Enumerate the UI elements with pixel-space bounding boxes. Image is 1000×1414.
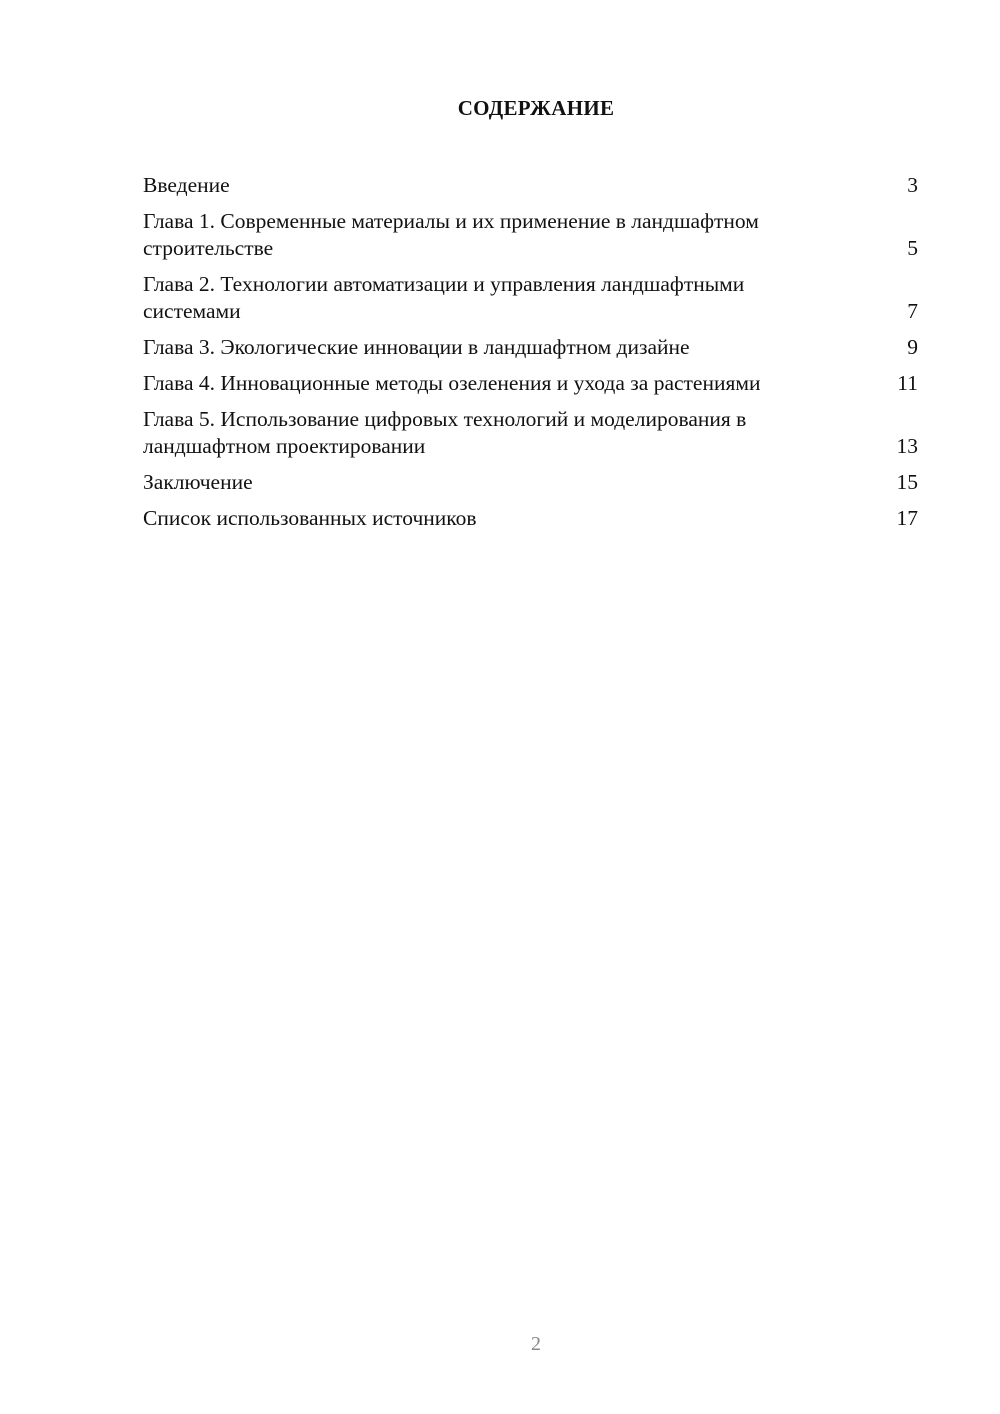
toc-entry-introduction [143, 172, 918, 199]
toc-entry-text: Заключение [143, 470, 253, 494]
page-number: 2 [531, 1333, 541, 1355]
toc-entry-text: Глава 3. Экологические инновации в ландшафтном дизайне [143, 335, 690, 359]
toc-entry-text: Глава 5. Использование цифровых технологий и моделирования в ландшафтном проектировании [143, 407, 747, 458]
toc-entry-text: Введение [143, 173, 230, 197]
toc-entry-text: Список использованных источников [143, 506, 477, 530]
toc-entry-text: Глава 2. Технологии автоматизации и управления ландшафтными системами [143, 272, 745, 323]
toc-entry-conclusion [143, 469, 918, 496]
toc-entry-page: 15 [896, 470, 918, 494]
toc-entry-text: Глава 1. Современные материалы и их применение в ландшафтном строительстве [143, 209, 759, 260]
toc-entry-page: 3 [907, 173, 918, 197]
toc-entry-page: 9 [907, 335, 918, 359]
toc-entry-chapter-3 [143, 334, 918, 361]
toc-entry-page: 11 [897, 371, 918, 395]
toc-entry-page: 13 [896, 434, 918, 458]
toc-entry-references [143, 505, 918, 532]
toc-entry-page: 7 [907, 299, 918, 323]
toc-entry-page: 17 [896, 506, 918, 530]
toc-entry-chapter-1 [143, 208, 918, 262]
toc-entry-chapter-4 [143, 370, 918, 397]
toc-entry-chapter-2 [143, 271, 918, 325]
toc-entry-chapter-5 [143, 406, 918, 460]
page-title: СОДЕРЖАНИЕ [457, 96, 615, 120]
table-of-contents [143, 172, 918, 541]
toc-entry-text: Глава 4. Инновационные методы озеленения и ухода за растениями [143, 371, 761, 395]
toc-entry-page: 5 [907, 236, 918, 260]
